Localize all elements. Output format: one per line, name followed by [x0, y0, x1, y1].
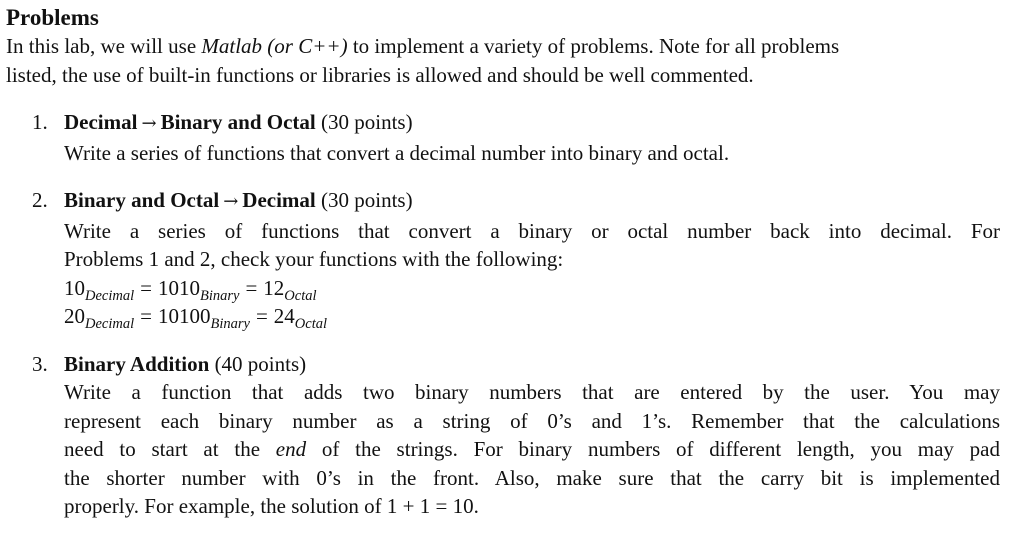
problem-text-line — [64, 435, 1000, 464]
title-part: Binary and Octal — [64, 188, 220, 212]
text-part: need to start at the — [64, 437, 276, 461]
octal-value: 24 — [273, 304, 295, 328]
intro-line-1 — [6, 32, 1000, 61]
emphasis-text: end — [275, 437, 307, 461]
problem-title — [64, 110, 316, 134]
equation-line — [64, 302, 1006, 331]
intro-text: to implement a variety of problems. Note for all problems — [347, 34, 840, 58]
intro-language: Matlab (or C++) — [201, 34, 348, 58]
decimal-subscript: Decimal — [85, 316, 135, 332]
problem-text-line: Write a series of functions that convert a decimal number into binary and octal. — [64, 140, 730, 165]
equals-sign: = — [140, 275, 152, 300]
problem-points: (30 points) — [321, 188, 413, 212]
decimal-value: 10 — [64, 275, 85, 300]
title-part: Binary and Octal — [160, 110, 316, 134]
octal-subscript: Octal — [294, 316, 327, 332]
decimal-value: 20 — [64, 304, 85, 328]
problem-text-line: the shorter number with 0’s in the front. Also, make sure that the carry bit is implemented — [64, 465, 1000, 490]
right-arrow-icon: → — [223, 191, 239, 212]
equals-sign: = — [255, 304, 268, 328]
problem-text-line: Write a series of functions that convert a binary or octal number back into decimal. For — [64, 218, 1000, 243]
problem-1 — [6, 108, 1006, 167]
equals-sign: = — [245, 275, 258, 300]
equation-line — [64, 274, 1006, 303]
problem-title: Binary Addition — [64, 351, 210, 376]
problem-number: 3. — [32, 351, 48, 376]
document-page — [6, 4, 1006, 521]
problem-points: (40 points) — [214, 351, 307, 376]
octal-subscript: Octal — [284, 287, 317, 304]
section-heading: Problems — [6, 5, 99, 30]
right-arrow-icon: → — [141, 113, 157, 134]
problem-2 — [6, 186, 1006, 331]
binary-subscript: Binary — [199, 287, 240, 304]
intro-line-2: listed, the use of built-in functions or libraries is allowed and should be well commented. — [6, 62, 754, 87]
problem-points: (30 points) — [321, 110, 413, 134]
equals-sign: = — [140, 304, 152, 328]
decimal-subscript: Decimal — [85, 287, 135, 304]
intro-text: In this lab, we will use — [6, 34, 202, 58]
binary-value: 10100 — [157, 304, 211, 328]
text-part: of the strings. For binary numbers of different length, you may pad — [306, 437, 1000, 461]
octal-value: 12 — [263, 275, 285, 300]
binary-subscript: Binary — [210, 316, 250, 332]
intro-paragraph — [6, 32, 1000, 89]
problem-number: 2. — [32, 188, 48, 212]
problem-text-line: properly. For example, the solution of 1 + 1 = 10. — [64, 494, 479, 518]
problem-list — [6, 108, 1006, 521]
problem-title — [64, 188, 316, 212]
binary-value: 1010 — [157, 275, 200, 300]
title-part: Decimal — [242, 188, 316, 212]
problem-number: 1. — [32, 110, 48, 134]
problem-text-line: Write a function that adds two binary numbers that are entered by the user. You may — [64, 380, 1000, 404]
problem-text-line: Problems 1 and 2, check your functions with the following: — [64, 247, 564, 271]
problem-3 — [6, 350, 1006, 521]
title-part: Decimal — [64, 110, 138, 134]
problem-text-line: represent each binary number as a string of 0’s and 1’s. Remember that the calculations — [64, 408, 1000, 433]
